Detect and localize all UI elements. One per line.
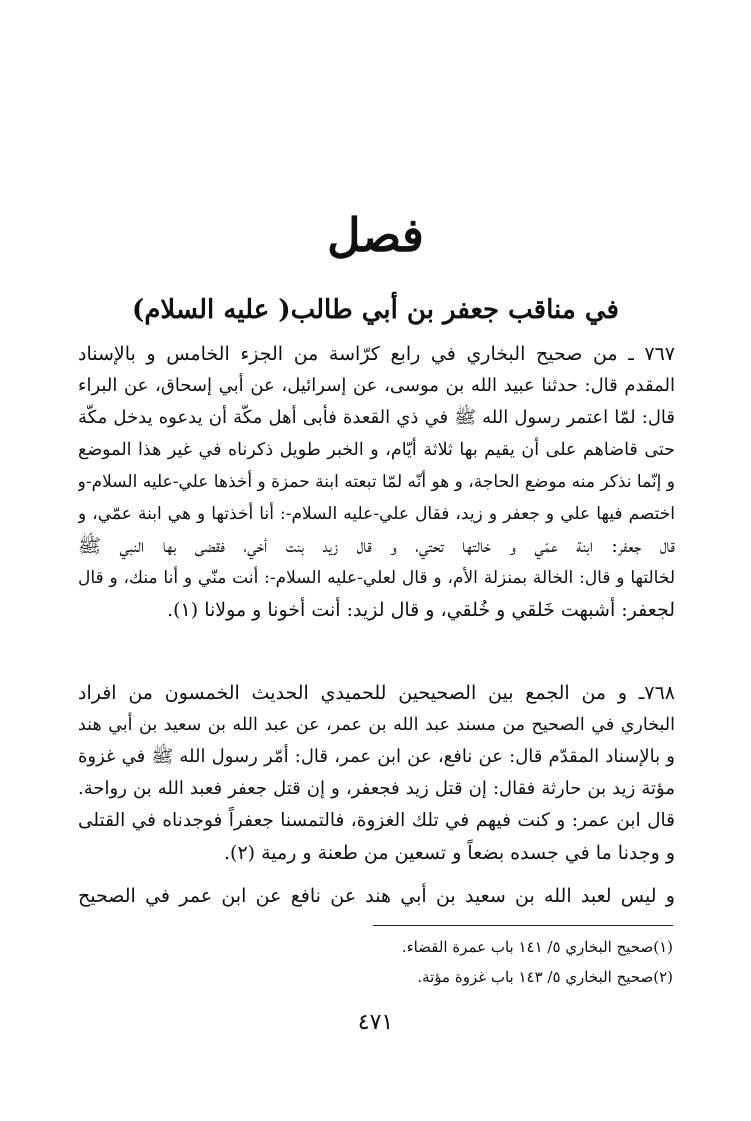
text-line: لخالتها و قال: الخالة بمنزلة الأم، و قال لعلي-عليه السلام-: أنت منّي و أنا منك، و قال [78,568,675,588]
text-line: ٧٦٧ ـ من صحيح البخاري في رابع كرّاسة من الجزء الخامس و بالإسناد [78,343,675,365]
text-line: البخاري في الصحيح من مسند عبد الله بن عمر، عن عبد الله بن سعيد بن أبي هند [78,715,675,735]
footnote-1: (١)صحيح البخاري ٥/ ١٤١ باب عمرة القضاء. [401,938,673,956]
footnote-divider [373,925,673,926]
section-subtitle: في مناقب جعفر بن أبي طالب( عليه السلام) [132,295,619,325]
text-line: ٧٦٨ـ و من الجمع بين الصحيحين للحميدي الحديث الخمسون من افراد [78,682,675,704]
text-line: لجعفر: أشبهت خَلقي و خُلقي، و قال لزيد: أنت أخونا و مولانا (١). [167,599,675,621]
page-number: ٤٧١ [357,1010,394,1035]
text-line: مؤتة زيد بن حارثة فقال: إن قتل زيد فجعفر، و إن قتل جعفر فعبد الله بن رواحة. [78,778,675,799]
text-line: المقدم قال: حدثنا عبيد الله بن موسى، عن إسرائيل، عن أبي إسحاق، عن البراء [78,375,675,396]
text-line: و ليس لعبد الله بن سعيد بن أبي هند عن نافع عن ابن عمر في الصحيح [78,885,675,907]
chapter-title: فصل [327,208,424,262]
text-line: اختصم فيها علي و جعفر و زيد، فقال علي-عليه السلام-: أنا أخذتها و هي ابنة عمّي، و [78,504,675,524]
footnotes [76,932,673,992]
text-line: قال جعفر: ابنة عمّي و خالتها تحتي، و قال زيد بنت أخي، فقضى بها النبي ﷺ [78,535,675,557]
text-line: و وجدنا ما في جسده بضعاً و تسعين من طعنة و رمية (٢). [223,842,675,864]
text-line: و بالإسناد المقدّم قال: عن نافع، عن ابن عمر، قال: أمّر رسول الله ﷺ في غزوة [78,746,675,767]
text-line: قال ابن عمر: و كنت فيهم في تلك الغزوة، فالتمسنا جعفراً فوجدناه في القتلى [78,810,675,831]
footnote-2: (٢)صحيح البخاري ٥/ ١٤٣ باب غزوة مؤتة. [417,968,673,986]
text-line: و إنّما نذكر منه موضع الحاجة، و هو أنّه لمّا تبعته ابنة حمزة و أخذها علي-عليه السلام-و [78,472,675,492]
text-line: قال: لمّا اعتمر رسول الله ﷺ في ذي القعدة فأبى أهل مكّة أن يدعوه يدخل مكّة [78,407,675,428]
paragraph-767 [78,338,675,626]
paragraph-768 [78,677,675,869]
paragraph-continuation [78,880,675,912]
text-line: حتى قاضاهم على أن يقيم بها ثلاثة أيّام، و الخبر طويل ذكرناه في غير هذا الموضع [78,440,675,460]
